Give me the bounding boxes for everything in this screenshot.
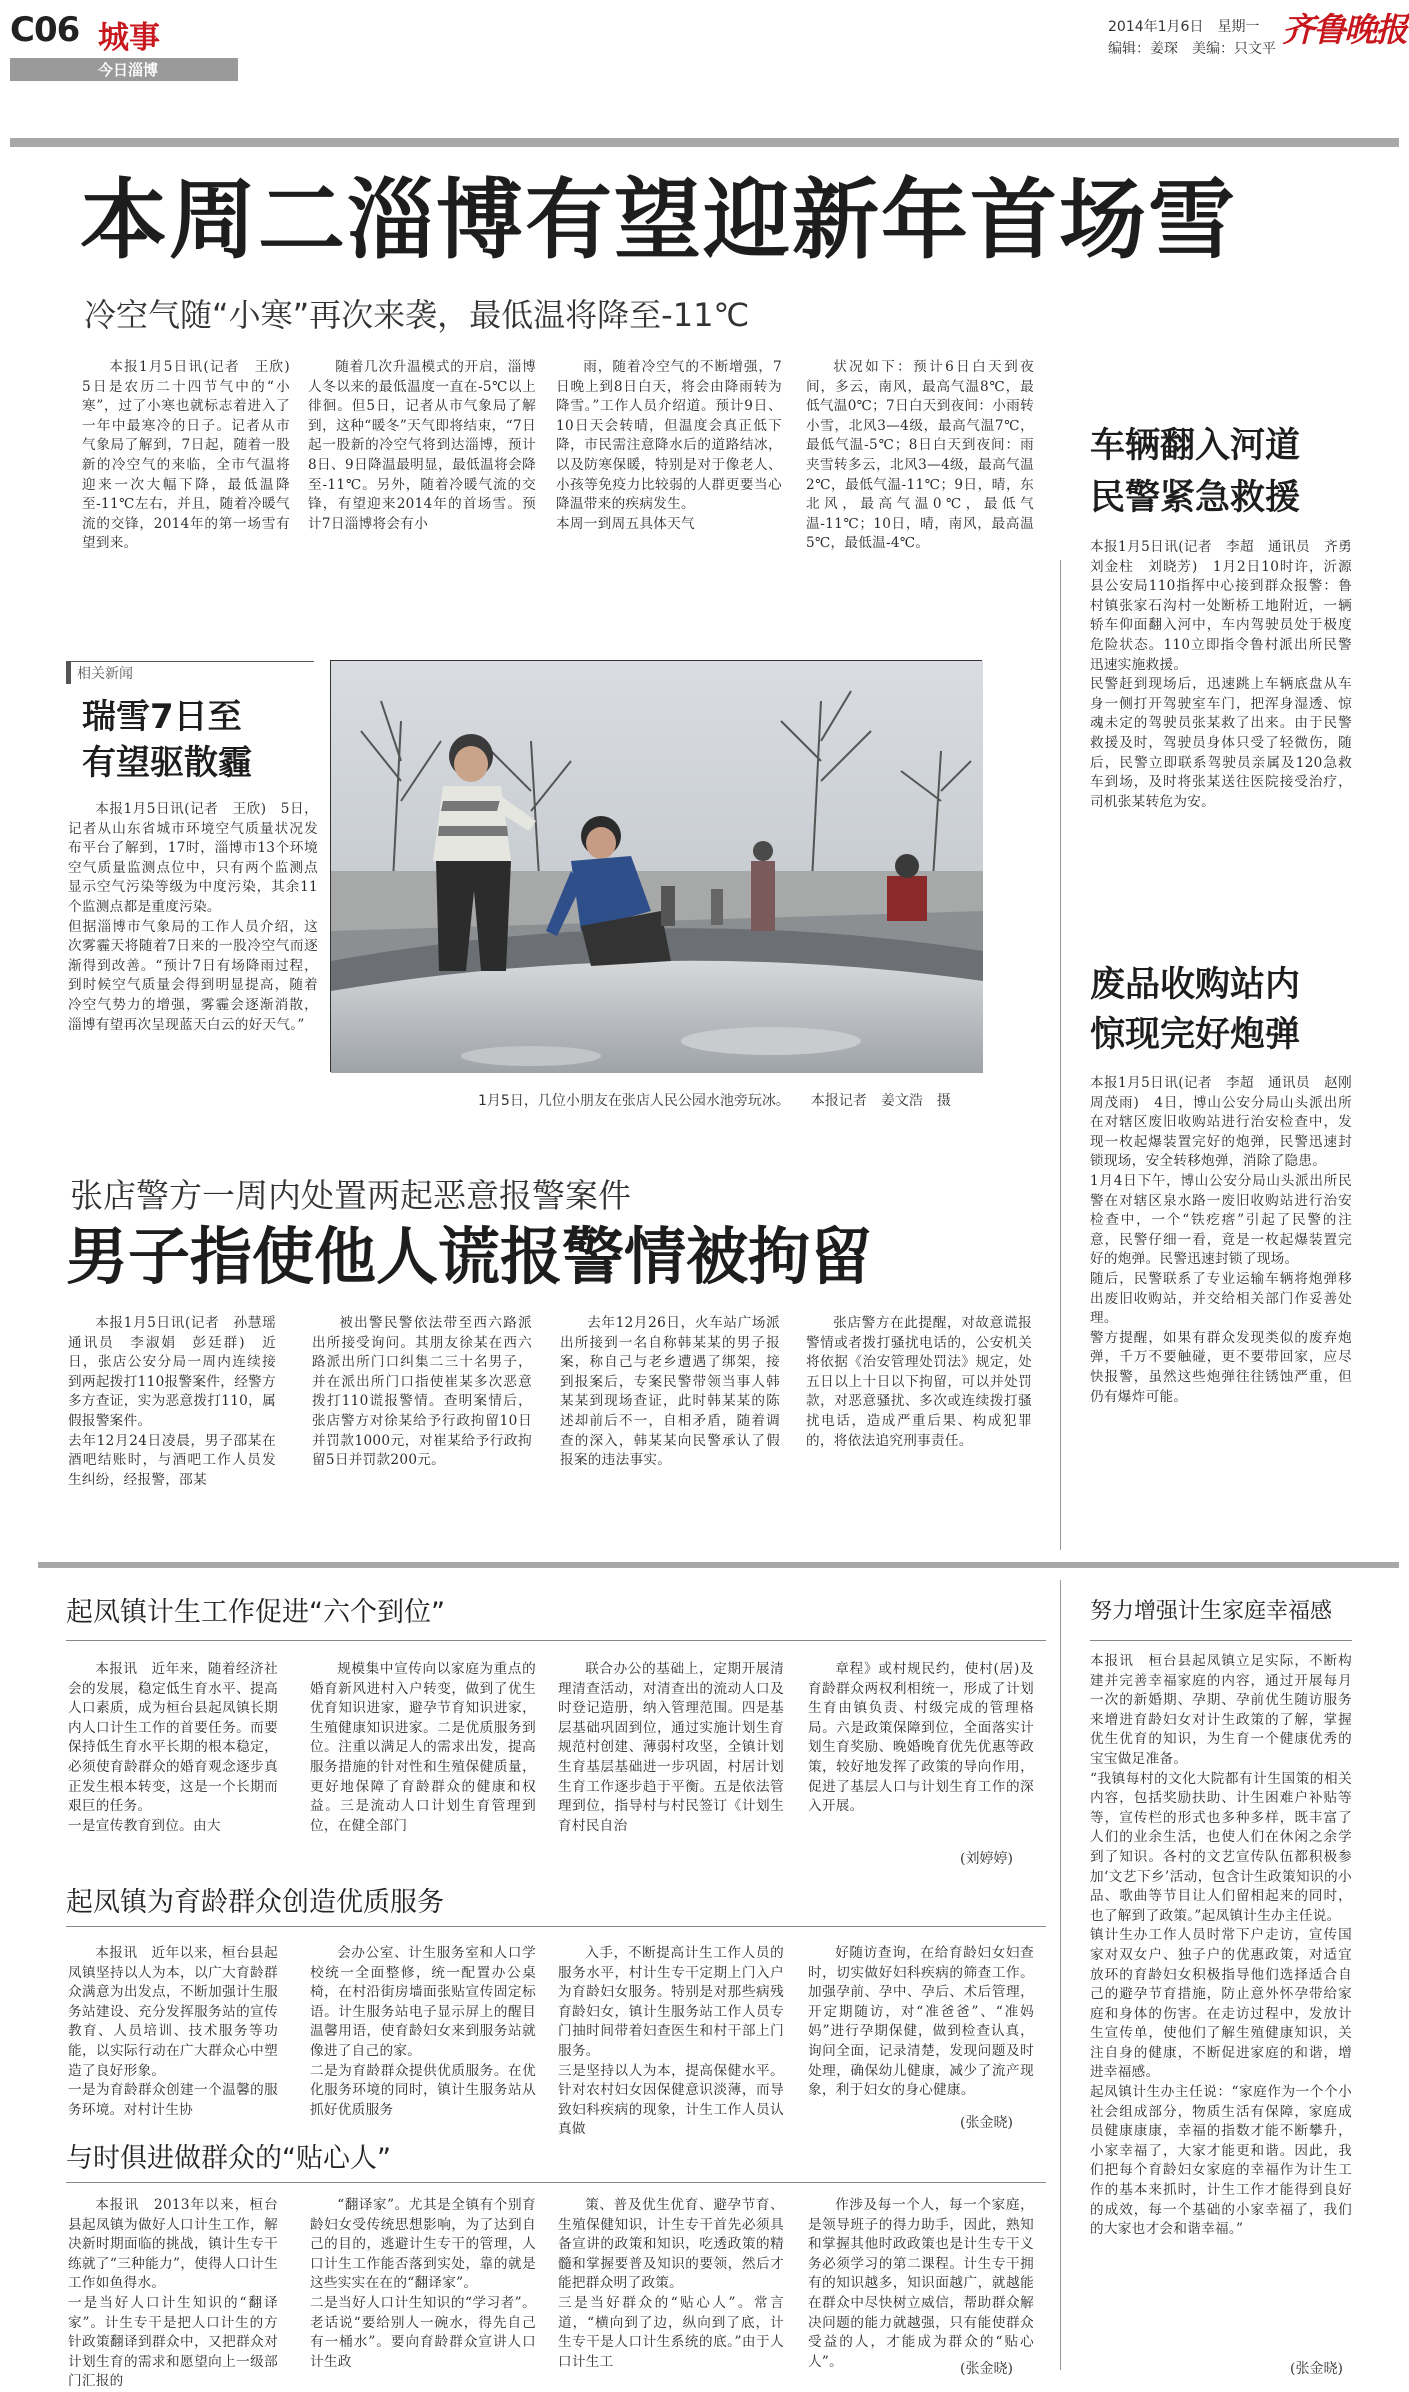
park-photo-illustration xyxy=(331,661,983,1073)
article-2-column-4: 好随访查询，在给育龄妇女妇查时，切实做好妇科疾病的筛查工作。加强孕前、孕中、孕后、术后管理，开定期随访，对“准爸爸”、“准妈妈”进行孕期保健，做到检查认真，询问全面，记录清楚，发现问题及时处理，确保幼儿健康，减少了流产现象，利于妇女的身心健康。 xyxy=(808,1945,1034,2099)
right-story-2-title: 废品收购站内 惊现完好炮弹 xyxy=(1090,965,1301,1055)
second-column-4: 张店警方在此提醒，对故意谎报警情或者拨打骚扰电话的，公安机关将依据《治安管理处罚法》规定，处五日以上十日以下拘留，可以并处罚款，对恶意骚扰、多次或连续拨打骚扰电话，造成严重后果、构成犯罪的，将依法追究刑事责任。 xyxy=(806,1315,1032,1449)
second-kicker: 张店警方一周内处置两起恶意报警案件 xyxy=(70,1176,631,1215)
section-name: 城事 xyxy=(98,20,160,56)
article-3-column-3: 策、普及优生优育、避孕节育、生殖保健知识，计生专干首先必须具备宣讲的政策和知识，吃透政策的精髓和掌握要普及知识的要领，然后才能把群众明了政策。 三是当好群众的“贴心人”。常言道，“横向到了边，纵向到了底，计生专干是人口计生系统的底。”由于人口计生工 xyxy=(558,2197,784,2370)
right-story-2-body: 本报1月5日讯(记者 李超 通讯员 赵刚 周茂雨) 4日，博山公安分局山头派出所在对辖区废旧收购站进行治安检查中，发现一枚起爆装置完好的炮弹，民警迅速封锁现场，安全转移炮弹，消除了隐患。 1月4日下午，博山公安分局山头派出所民警在对辖区泉水路一废旧收购站进行治安检查中，一个“铁疙瘩”引起了民警的注意，民警仔细一看，竟是一枚起爆装置完好的炮弹。民警迅速封锁了现场。 随后，民警联系了专业运输车辆将炮弹移出废旧收购站，并交给相关部门作妥善处理。 警方提醒，如果有群众发现类似的废弃炮弹，千万不要触碰，更不要带回家，应尽快报警，虽然这些炮弹往往锈蚀严重，但仍有爆炸可能。 xyxy=(1090,1075,1352,1405)
article-4-body: 本报讯 桓台县起凤镇立足实际，不断构建并完善幸福家庭的内容，通过开展每月一次的新婚期、孕期、孕前优生随访服务来增进育龄妇女对计生政策的了解，掌握优生优育的知识，为生育一个健康优秀的宝宝做足准备。 “我镇每村的文化大院都有计生国策的相关内容，包括奖励扶助、计生困难户补贴等等，宣传栏的形式也多种多样，既丰富了人们的业余生活，也使人们在休闲之余学到了知识。各村的文艺宣传队伍都积极参加‘文艺下乡’活动，包含计生政策知识的小品、歌曲等节目让人们留相起来的同时，也了解到了政策。”起凤镇计生办主任说。 镇计生办工作人员时常下户走访，宣传国家对双女户、独子户的优惠政策，对适宜放环的育龄妇女积极指导他们选择适合自己的避孕节育措施，防止意外怀孕带给家庭和身体的伤害。在走访过程中，发放计生宣传单，使他们了解生殖健康知识，关注自身的健康，不断促进家庭的和谐，增进幸福感。 起凤镇计生办主任说：“家庭作为一个个小社会组成部分，物质生活有保障，家庭成员健康康康，幸福的指数才能不断攀升，小家幸福了，大家才能更和谐。因此，我们把每个育龄妇女家庭的幸福作为计生工作的基本来抓时，计生工作才能得到良好的成效，每一个基础的小家幸福了，我们的大家也才会和谐幸福。” xyxy=(1090,1653,1352,2238)
header-rule xyxy=(10,138,1399,147)
related-body: 本报1月5日讯(记者 王欣) 5日，记者从山东省城市环境空气质量状况发布平台了解到，17时，淄博市13个环境空气质量监测点位中，只有两个监测点显示空气污染等级为中度污染，其余11个监测点都是重度污染。 但据淄博市气象局的工作人员介绍，这次雾霾天将随着7日来的一股冷空气而逐渐得到改善。“预计7日有场降雨过程，到时候空气质量会得到明显提高，随着冷空气势力的增强，雾霾会逐渐消散，淄博有望再次呈现蓝天白云的好天气。” xyxy=(68,801,318,1033)
subsection-label: 今日淄博 xyxy=(98,61,159,79)
article-2-column-2: 会办公室、计生服务室和人口学校统一全面整修，统一配置办公桌椅，在村沿街房墙面张贴宣传固定标语。计生服务站电子显示屏上的醒目温馨用语，使育龄妇女来到服务站就像进了自己的家。 二是为育龄群众提供优质服务。在优化服务环境的同时，镇计生服务站从抓好优质服务 xyxy=(310,1945,536,2118)
page-code: C06 xyxy=(10,10,80,50)
article-3-title: 与时俱进做群众的“贴心人” xyxy=(66,2143,391,2174)
article-1-column-4: 章程》或村规民约，使村(居)及育龄群众两权利相统一，形成了计划生育由镇负责、村级完成的管理格局。六是政策保障到位，全面落实计划生育奖励、晚婚晚育优先优惠等政策，较好地发挥了政策的导向作用，促进了基层人口与计划生育工作的深入开展。 xyxy=(808,1661,1034,1815)
second-column-1: 本报1月5日讯(记者 孙慧瑶 通讯员 李淑娟 彭廷群) 近日，张店公安分局一周内连续接到两起拨打110报警案件，经警方多方查证，实为恶意拨打110，属假报警案件。 去年12月24日凌晨，男子邵某在酒吧结账时，与酒吧工作人员发生纠纷，经报警，邵某 xyxy=(68,1315,276,1488)
lead-subhead: 冷空气随“小寒”再次来袭，最低温将降至-11℃ xyxy=(84,296,750,334)
issue-date: 2014年1月6日 星期一 xyxy=(1108,19,1260,35)
article-3-column-2: “翻译家”。尤其是全镇有个别育龄妇女受传统思想影响，为了达到自己的目的，逃避计生专干的管理，人口计生工作能否落到实处，靠的就是这些实实在在的“翻译家”。 二是当好人口计生知识的“学习者”。老话说“要给别人一碗水，得先自己有一桶水”。要向育龄群众宣讲人口计生政 xyxy=(310,2197,536,2370)
right-story-1-title: 车辆翻入河道 民警紧急救援 xyxy=(1090,426,1301,518)
bottom-right-divider xyxy=(1060,1580,1061,2370)
article-3-author: (张金晓) xyxy=(960,2361,1013,2377)
article-1-title: 起凤镇计生工作促进“六个到位” xyxy=(66,1597,445,1628)
article-4-author: (张金晓) xyxy=(1290,2361,1343,2377)
lead-headline: 本周二淄博有望迎新年首场雪 xyxy=(80,169,1237,271)
article-1-column-3: 联合办公的基础上，定期开展清理清查活动，对清查出的流动人口及时登记造册，纳入管理范围。四是基层基础巩固到位，通过实施计划生育规范村创建、薄弱村攻坚，全镇计划生育基层基础进一步巩固，村居计划生育工作逐步趋于平衡。五是依法管理到位，指导村与村民签订《计划生育村民自治 xyxy=(558,1661,784,1834)
article-3-column-4: 作涉及每一个人，每一个家庭，是领导班子的得力助手，因此，熟知和掌握其他时政政策也是计生专干义务必须学习的第二课程。计生专干拥有的知识越多，知识面越广，就越能在群众中尽快树立威信，帮助群众解决问题的能力就越强，只有能使群众受益的人，才能成为群众的“贴心人”。 xyxy=(808,2197,1034,2370)
article-4-rule xyxy=(1090,1640,1352,1641)
article-2-column-3: 入手，不断提高计生工作人员的服务水平，村计生专干定期上门入户为育龄妇女服务。特别是对那些病残育龄妇女，镇计生服务站工作人员专门抽时间带着妇查医生和村干部上门服务。 三是坚持以人为本，提高保健水平。针对农村妇女因保健意识淡薄，而导致妇科疾病的现象，计生工作人员认真做 xyxy=(558,1945,784,2138)
article-2-rule xyxy=(66,1926,1046,1927)
article-2-title: 起凤镇为育龄群众创造优质服务 xyxy=(66,1887,444,1918)
article-1-column-1: 本报讯 近年来，随着经济社会的发展，稳定低生育水平、提高人口素质，成为桓台县起凤镇长期内人口计生工作的首要任务。而要保持低生育水平长期的根本稳定，必须使育龄群众的婚育观念逐步真正发生根本转变，这是一个长期而艰巨的任务。 一是宣传教育到位。由大 xyxy=(68,1661,278,1834)
photo-caption: 1月5日，几位小朋友在张店人民公园水池旁玩冰。 本报记者 姜文浩 摄 xyxy=(478,1093,951,1109)
second-headline: 男子指使他人谎报警情被拘留 xyxy=(66,1220,873,1293)
related-title: 瑞雪7日至 有望驱散霾 xyxy=(82,697,252,783)
right-story-1-body: 本报1月5日讯(记者 李超 通讯员 齐勇 刘金柱 刘晓芳) 1月2日10时许，沂源县公安局110指挥中心接到群众报警：鲁村镇张家石沟村一处断桥工地附近，一辆轿车仰面翻入河中，车内驾驶员处于极度危险状态。110立即指令鲁村派出所民警迅速实施救援。 民警赶到现场后，迅速跳上车辆底盘从车身一侧打开驾驶室车门，把浑身湿透、惊魂未定的驾驶员张某救了出来。由于民警救援及时，驾驶员身体只受了轻微伤，随后，民警立即联系驾驶员亲属及120急救车到场，及时将张某送往医院接受治疗，司机张某转危为安。 xyxy=(1090,539,1352,810)
news-photo xyxy=(330,660,982,1072)
masthead-logo: 齐鲁晚报 xyxy=(1282,10,1406,49)
article-1-author: (刘婷婷) xyxy=(960,1851,1013,1867)
article-3-rule xyxy=(66,2182,1046,2183)
article-4-title: 努力增强计生家庭幸福感 xyxy=(1090,1599,1333,1624)
article-1-rule xyxy=(66,1640,1046,1641)
article-2-column-1: 本报讯 近年以来，桓台县起凤镇坚持以人为本，以广大育龄群众满意为出发点，不断加强计生服务站建设、充分发挥服务站的宣传教育、人员培训、技术服务等功能，以实际行动在广大群众心中塑造了良好形象。 一是为育龄群众创建一个温馨的服务环境。对村计生协 xyxy=(68,1945,278,2118)
article-2-author: (张金晓) xyxy=(960,2115,1013,2131)
related-label: 相关新闻 xyxy=(66,662,139,684)
second-column-3: 去年12月26日，火车站广场派出所接到一名自称韩某某的男子报案，称自己与老乡遭遇了绑架，接到报案后，专案民警带领当事人韩某某到现场查证，此时韩某某的陈述却前后不一，自相矛盾，随着调查的深入，韩某某向民警承认了假报案的违法事实。 xyxy=(560,1315,780,1469)
editor-credits: 编辑：姜琛 美编：只文平 xyxy=(1108,41,1276,57)
article-3-column-1: 本报讯 2013年以来，桓台县起凤镇为做好人口计生工作，解决新时期面临的挑战，镇计生专干练就了“三种能力”，使得人口计生工作如鱼得水。 一是当好人口计生知识的“翻译家”。计生专干是把人口计生的方针政策翻译到群众中，又把群众对计划生育的需求和愿望向上一级部门汇报的 xyxy=(68,2197,278,2390)
right-divider xyxy=(1060,560,1061,1550)
lead-column-4: 状况如下：预计6日白天到夜间，多云，南风，最高气温8℃，最低气温0℃；7日白天到夜间：小雨转小雪，北风3—4级，最高气温7℃，最低气温-5℃；8日白天到夜间：雨夹雪转多云，北风3—4级，最高气温2℃，最低气温-11℃；9日，晴，东北风，最高气温0℃，最低气温-11℃；10日，晴，南风，最高温5℃，最低温-4℃。 xyxy=(806,359,1034,552)
second-column-2: 被出警民警依法带至西六路派出所接受询问。其朋友徐某在西六路派出所门口纠集二三十名男子，并在派出所门口指使崔某多次恶意拨打110谎报警情。查明案情后，张店警方对徐某给予行政拘留10日并罚款1000元，对崔某给予行政拘留5日并罚款200元。 xyxy=(312,1315,532,1469)
bottom-rule xyxy=(38,1562,1399,1568)
article-1-column-2: 规模集中宣传向以家庭为重点的婚育新风进村入户转变，做到了优生优育知识进家，避孕节育知识进家，生殖健康知识进家。二是优质服务到位。注重以满足人的需求出发，提高服务措施的针对性和生殖保健质量，更好地保障了育龄群众的健康和权益。三是流动人口计划生育管理到位，在健全部门 xyxy=(310,1661,536,1834)
lead-column-3: 雨，随着冷空气的不断增强，7日晚上到8日白天，将会由降雨转为降雪。”工作人员介绍道。预计9日、10日天会转晴，但温度会真正低下降，市民需注意降水后的道路结冰，以及防寒保暖，特别是对于像老人、小孩等免疫力比较弱的人群更要当心降温带来的疾病发生。 本周一到周五具体天气 xyxy=(556,359,782,532)
lead-column-1: 本报1月5日讯(记者 王欣) 5日是农历二十四节气中的“小寒”，过了小寒也就标志着进入了一年中最寒冷的日子。记者从市气象局了解到，7日起，随着一股新的冷空气的来临，全市气温将迎来一次大幅下降，最低温降至-11℃左右，并且，随着冷暖气流的交锋，2014年的第一场雪有望到来。 xyxy=(82,359,304,552)
lead-column-2: 随着几次升温模式的开启，淄博人冬以来的最低温度一直在-5℃以上徘徊。但5日，记者从市气象局了解到，这种“暖冬”天气即将结束，“7日起一股新的冷空气将到达淄博，预计8日、9日降温最明显，最低温将会降至-11℃。另外，随着冷暖气流的交锋，有望迎来2014年的首场雪。预计7日淄博将会有小 xyxy=(308,359,536,532)
